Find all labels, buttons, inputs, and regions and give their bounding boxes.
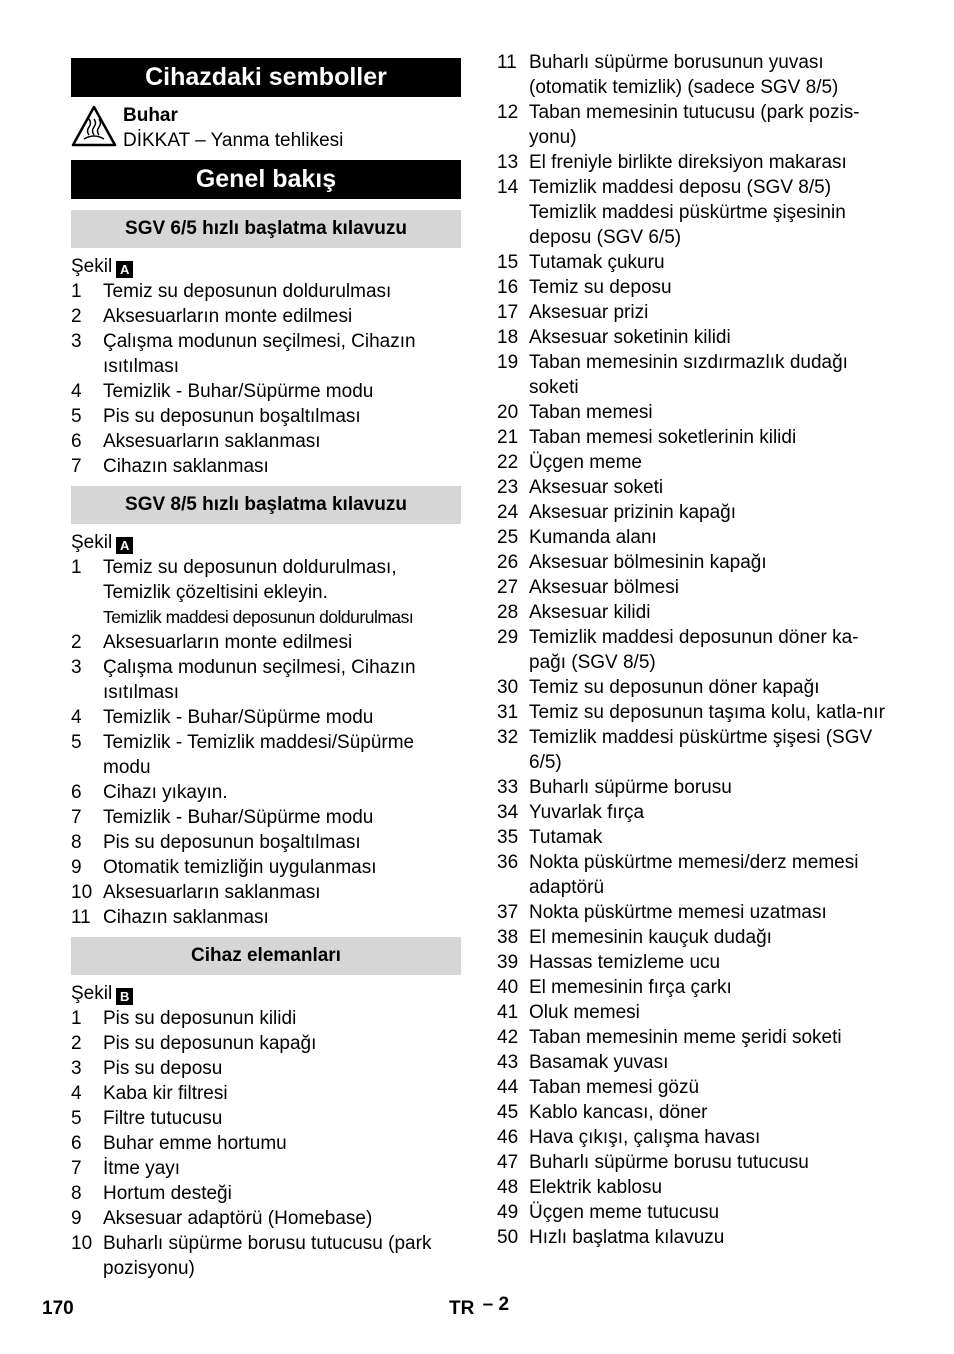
list-item-text: Tutamak çukuru (529, 252, 665, 273)
list-item-number: 1 (71, 1008, 82, 1029)
list-item-text: Buharlı süpürme borusu tutucusu (529, 1152, 809, 1173)
list-item-text: Filtre tutucusu (103, 1108, 223, 1129)
list-item-number: 21 (497, 427, 519, 448)
list-item-number: 15 (497, 252, 519, 273)
list-item (497, 425, 889, 450)
list-item-number: 6 (71, 431, 82, 452)
list-item-text: Pis su deposunun boşaltılması (103, 832, 361, 853)
list-item (497, 1125, 889, 1150)
list-item-text: Buharlı süpürme borusunun yuvası (otomatik temizlik) (sadece SGV 8/5) (529, 52, 839, 98)
list-item (71, 705, 461, 730)
list-item (497, 1025, 889, 1050)
list-item (497, 1200, 889, 1225)
list-item-number: 27 (497, 577, 519, 598)
elements-list-right (497, 50, 889, 1250)
list-item-number: 7 (71, 807, 82, 828)
list-item-text: Taban memesi (529, 402, 653, 423)
list-item-number: 23 (497, 477, 519, 498)
list-item (71, 1031, 461, 1056)
list-item-number: 32 (497, 727, 519, 748)
figure-ref-sgv85: Şekil A (71, 530, 461, 555)
list-item (497, 1150, 889, 1175)
list-item-number: 39 (497, 952, 519, 973)
list-item-text: Aksesuar bölmesinin kapağı (529, 552, 767, 573)
list-item-number: 10 (71, 1233, 93, 1254)
list-item-number: 6 (71, 782, 82, 803)
list-item-text: Aksesuarların saklanması (103, 431, 321, 452)
list-item-number: 2 (71, 632, 82, 653)
list-item (497, 775, 889, 800)
footer-lang: TR – 2 (449, 1294, 510, 1319)
list-item (497, 925, 889, 950)
list-item-text: El memesinin fırça çarkı (529, 977, 732, 998)
list-item (497, 250, 889, 275)
list-item-number: 38 (497, 927, 519, 948)
list-item (497, 1000, 889, 1025)
list-item-number: 14 (497, 177, 519, 198)
list-item-text: Taban memesi soketlerinin kilidi (529, 427, 797, 448)
list-item-number: 3 (71, 1058, 82, 1079)
list-item-number: 46 (497, 1127, 519, 1148)
list-item (71, 279, 461, 304)
list-item-number: 44 (497, 1077, 519, 1098)
list-item-number: 8 (71, 832, 82, 853)
list-item-number: 43 (497, 1052, 519, 1073)
list-item-number: 45 (497, 1102, 519, 1123)
list-item-number: 31 (497, 702, 519, 723)
list-item-text: Aksesuar soketinin kilidi (529, 327, 731, 348)
steam-warning-icon (71, 105, 117, 147)
subsection-title-sgv85: SGV 8/5 hızlı başlatma kılavuzu (71, 486, 461, 524)
list-item-number: 5 (71, 1108, 82, 1129)
list-item (71, 429, 461, 454)
figure-ref-elements: Şekil B (71, 981, 461, 1006)
list-item-text: Kumanda alanı (529, 527, 657, 548)
list-item (71, 1131, 461, 1156)
list-item-text: Buhar emme hortumu (103, 1133, 287, 1154)
list-item-number: 24 (497, 502, 519, 523)
list-item (497, 325, 889, 350)
list-item (71, 805, 461, 830)
list-item-number: 3 (71, 331, 82, 352)
list-item (497, 525, 889, 550)
list-item (71, 1106, 461, 1131)
list-item-text: Hızlı başlatma kılavuzu (529, 1227, 725, 1248)
right-column (497, 50, 889, 1250)
list-item (71, 1081, 461, 1106)
list-item (71, 1056, 461, 1081)
list-item-number: 47 (497, 1152, 519, 1173)
list-item-text: Cihazı yıkayın. (103, 782, 228, 803)
list-item-text: Temizlik maddesi deposu (SGV 8/5) Temizlik maddesi püskürtme şişesinin deposu (SGV 6/5) (529, 177, 846, 248)
elements-list-left (71, 1006, 461, 1281)
list-item-number: 18 (497, 327, 519, 348)
sgv85-list (71, 630, 461, 930)
warning-text: DİKKAT – Yanma tehlikesi (123, 130, 344, 151)
list-item-text: Pis su deposunun kapağı (103, 1033, 317, 1054)
list-item-number: 35 (497, 827, 519, 848)
list-item-number: 41 (497, 1002, 519, 1023)
list-item-number: 4 (71, 1083, 82, 1104)
list-item (497, 1100, 889, 1125)
figure-badge: B (116, 988, 133, 1005)
list-item-number: 6 (71, 1133, 82, 1154)
list-item (497, 300, 889, 325)
list-item-text: Aksesuarların saklanması (103, 882, 321, 903)
list-item-text: Basamak yuvası (529, 1052, 669, 1073)
list-item (71, 830, 461, 855)
list-item-text: Aksesuarların monte edilmesi (103, 632, 353, 653)
list-item-text: Pis su deposunun boşaltılması (103, 406, 361, 427)
list-item (497, 475, 889, 500)
list-item-text: Oluk memesi (529, 1002, 640, 1023)
list-item-text: Aksesuar prizinin kapağı (529, 502, 736, 523)
list-item-number: 7 (71, 456, 82, 477)
list-item-number: 2 (71, 1033, 82, 1054)
list-item (497, 500, 889, 525)
list-item-text: Taban memesinin tutucusu (park pozis-yonu) (529, 102, 860, 148)
list-item-number: 49 (497, 1202, 519, 1223)
list-item-text: Kaba kir filtresi (103, 1083, 228, 1104)
list-item (497, 100, 889, 150)
list-item-number: 48 (497, 1177, 519, 1198)
list-item-number: 33 (497, 777, 519, 798)
list-item-number: 2 (71, 306, 82, 327)
list-item-number: 16 (497, 277, 519, 298)
list-item (497, 150, 889, 175)
list-item-number: 4 (71, 707, 82, 728)
list-item-text: Tutamak (529, 827, 603, 848)
list-item-text: Hortum desteği (103, 1183, 232, 1204)
subsection-title-elements: Cihaz elemanları (71, 937, 461, 975)
list-item (71, 329, 461, 379)
list-item-text: İtme yayı (103, 1158, 181, 1179)
list-item-number: 28 (497, 602, 519, 623)
figure-badge: A (116, 261, 133, 278)
list-item-text: Pis su deposunun kilidi (103, 1008, 297, 1029)
list-item (497, 1050, 889, 1075)
list-item-number: 9 (71, 1208, 82, 1229)
list-item (497, 275, 889, 300)
list-item-text: El freniyle birlikte direksiyon makarası (529, 152, 847, 173)
list-item-number: 17 (497, 302, 519, 323)
figure-ref-sgv65: Şekil A (71, 254, 461, 279)
list-item (497, 600, 889, 625)
list-item (497, 725, 889, 775)
list-item-number: 26 (497, 552, 519, 573)
list-item (71, 1156, 461, 1181)
list-item (71, 730, 461, 780)
list-item-number: 40 (497, 977, 519, 998)
list-item-text: Aksesuar bölmesi (529, 577, 679, 598)
list-item-text: Aksesuar kilidi (529, 602, 651, 623)
list-item-number: 11 (71, 907, 91, 928)
list-item-number: 25 (497, 527, 519, 548)
list-item-text: Temiz su deposunun doldurulması (103, 281, 392, 302)
list-item-number: 7 (71, 1158, 82, 1179)
list-item-number: 5 (71, 406, 82, 427)
list-item-text: Buharlı süpürme borusu tutucusu (park pozisyonu) (103, 1233, 432, 1279)
subsection-title-sgv65: SGV 6/5 hızlı başlatma kılavuzu (71, 210, 461, 248)
list-item-text: Yuvarlak fırça (529, 802, 645, 823)
list-item-text: Taban memesinin sızdırmazlık dudağı soketi (529, 352, 848, 398)
list-item (71, 404, 461, 429)
list-item-text: Nokta püskürtme memesi uzatması (529, 902, 827, 923)
list-item-number: 50 (497, 1227, 519, 1248)
list-item-text: Otomatik temizliğin uygulanması (103, 857, 377, 878)
list-item (497, 950, 889, 975)
list-item (497, 450, 889, 475)
list-item (71, 630, 461, 655)
list-item-number: 37 (497, 902, 519, 923)
list-item-text: Aksesuarların monte edilmesi (103, 306, 353, 327)
list-item-text: Temizlik maddesi deposunun döner ka-pağı (SGV 8/5) (529, 627, 859, 673)
list-item (71, 905, 461, 930)
list-item-number: 20 (497, 402, 519, 423)
list-item-number: 9 (71, 857, 82, 878)
list-item-text: Temizlik - Temizlik maddesi/Süpürme modu (103, 732, 415, 778)
list-item (497, 900, 889, 925)
list-item-number: 19 (497, 352, 519, 373)
list-item (497, 625, 889, 675)
list-item-text: Aksesuar adaptörü (Homebase) (103, 1208, 373, 1229)
list-item (71, 855, 461, 880)
list-item (71, 655, 461, 705)
warning-title: Buhar (123, 105, 178, 126)
list-item-number: 12 (497, 102, 519, 123)
list-item (497, 550, 889, 575)
list-item-number: 34 (497, 802, 519, 823)
list-item (497, 350, 889, 400)
list-item (497, 575, 889, 600)
list-item-number: 10 (71, 882, 93, 903)
list-item-text: Buharlı süpürme borusu (529, 777, 732, 798)
list-item-text: Taban memesinin meme şeridi soketi (529, 1027, 842, 1048)
list-item (71, 454, 461, 479)
sgv65-list (71, 279, 461, 479)
list-item-text: Çalışma modunun seçilmesi, Cihazın ısıtılması (103, 331, 416, 377)
list-item-sub: Temizlik maddesi deposunun doldurulması (103, 607, 414, 627)
list-item-text: Taban memesi gözü (529, 1077, 700, 1098)
list-item-number: 36 (497, 852, 519, 873)
list-item: 1 Temiz su deposunun doldurulması, Temizlik çözeltisini ekleyin. (71, 557, 397, 603)
list-item-number: 1 (71, 281, 82, 302)
list-item-text: El memesinin kauçuk dudağı (529, 927, 772, 948)
list-item-text: Üçgen meme (529, 452, 642, 473)
page-number: 170 (42, 1298, 74, 1319)
list-item (497, 675, 889, 700)
list-item-number: 22 (497, 452, 519, 473)
section-title-symbols: Cihazdaki semboller (71, 58, 461, 97)
list-item-text: Temizlik - Buhar/Süpürme modu (103, 807, 374, 828)
list-item-text: Aksesuar soketi (529, 477, 664, 498)
list-item-text: Temiz su deposunun döner kapağı (529, 677, 820, 698)
list-item (497, 800, 889, 825)
list-item-text: Nokta püskürtme memesi/derz memesi adaptörü (529, 852, 859, 898)
list-item-number: 8 (71, 1183, 82, 1204)
list-item-text: Kablo kancası, döner (529, 1102, 708, 1123)
list-item (497, 850, 889, 900)
list-item-number: 13 (497, 152, 519, 173)
list-item (497, 825, 889, 850)
steam-warning (71, 103, 461, 153)
list-item-text: Temiz su deposu (529, 277, 672, 298)
list-item-text: Çalışma modunun seçilmesi, Cihazın ısıtılması (103, 657, 416, 703)
list-item-text: Temiz su deposunun taşıma kolu, katla-nır (529, 702, 885, 723)
list-item (497, 1075, 889, 1100)
list-item (71, 780, 461, 805)
list-item (497, 1175, 889, 1200)
list-item-text: Cihazın saklanması (103, 907, 269, 928)
figure-badge: A (116, 537, 133, 554)
list-item-text: Temizlik - Buhar/Süpürme modu (103, 707, 374, 728)
list-item-text: Hassas temizleme ucu (529, 952, 721, 973)
list-item (497, 975, 889, 1000)
list-item (497, 400, 889, 425)
list-item-text: Aksesuar prizi (529, 302, 649, 323)
list-item (497, 700, 889, 725)
list-item-text: Hava çıkışı, çalışma havası (529, 1127, 761, 1148)
list-item-number: 11 (497, 52, 517, 73)
list-item (71, 379, 461, 404)
list-item-number: 42 (497, 1027, 519, 1048)
list-item (497, 1225, 889, 1250)
left-column (71, 50, 461, 1281)
list-item-text: Pis su deposu (103, 1058, 223, 1079)
list-item-text: Üçgen meme tutucusu (529, 1202, 720, 1223)
list-item-number: 3 (71, 657, 82, 678)
list-item (71, 304, 461, 329)
list-item-text: Elektrik kablosu (529, 1177, 663, 1198)
list-item-number: 29 (497, 627, 519, 648)
list-item (497, 50, 889, 100)
list-item (71, 1231, 461, 1281)
list-item-number: 30 (497, 677, 519, 698)
list-item-text: Temizlik - Buhar/Süpürme modu (103, 381, 374, 402)
list-item-text: Temizlik maddesi püskürtme şişesi (SGV 6/5) (529, 727, 873, 773)
section-title-overview: Genel bakış (71, 160, 461, 199)
list-item (71, 880, 461, 905)
list-item-number: 4 (71, 381, 82, 402)
list-item-text: Cihazın saklanması (103, 456, 269, 477)
list-item (71, 1006, 461, 1031)
list-item-number: 5 (71, 732, 82, 753)
list-item (71, 1206, 461, 1231)
list-item (497, 175, 889, 250)
list-item (71, 1181, 461, 1206)
